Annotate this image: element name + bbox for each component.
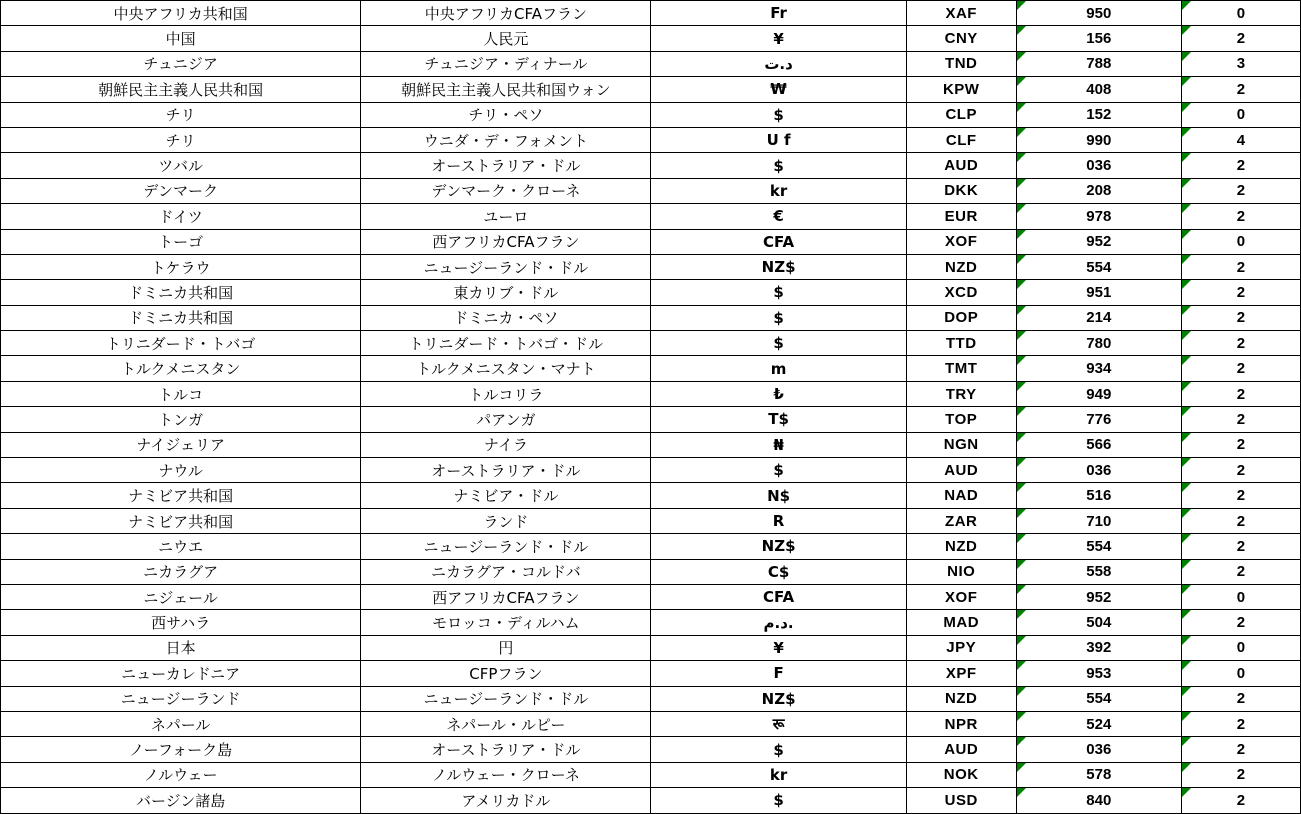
cell-country[interactable]: チリ xyxy=(1,102,361,127)
cell-symbol[interactable]: ₺ xyxy=(651,381,906,406)
cell-symbol[interactable]: R xyxy=(651,508,906,533)
cell-num[interactable]: 036 xyxy=(1016,458,1181,483)
cell-code[interactable]: XOF xyxy=(906,584,1016,609)
table-row xyxy=(1,127,1301,152)
cell-code[interactable]: USD xyxy=(906,788,1016,813)
cell-currency[interactable]: ノルウェー・クローネ xyxy=(361,762,651,787)
table-row xyxy=(1,534,1301,559)
cell-currency[interactable]: デンマーク・クローネ xyxy=(361,178,651,203)
cell-currency[interactable]: パアンガ xyxy=(361,407,651,432)
cell-code[interactable]: NZD xyxy=(906,534,1016,559)
cell-digits[interactable]: 2 xyxy=(1181,407,1300,432)
cell-country[interactable]: ニカラグア xyxy=(1,559,361,584)
cell-currency[interactable]: 人民元 xyxy=(361,26,651,51)
cell-code[interactable]: NOK xyxy=(906,762,1016,787)
table-row xyxy=(1,280,1301,305)
cell-symbol[interactable]: $ xyxy=(651,102,906,127)
cell-code[interactable]: CNY xyxy=(906,26,1016,51)
cell-code[interactable]: AUD xyxy=(906,153,1016,178)
cell-digits[interactable]: 2 xyxy=(1181,204,1300,229)
cell-country[interactable]: 日本 xyxy=(1,635,361,660)
cell-currency[interactable]: ニカラグア・コルドバ xyxy=(361,559,651,584)
cell-code[interactable]: AUD xyxy=(906,737,1016,762)
cell-country[interactable]: チリ xyxy=(1,127,361,152)
cell-num[interactable]: 152 xyxy=(1016,102,1181,127)
cell-currency[interactable]: 中央アフリカCFAフラン xyxy=(361,1,651,26)
cell-symbol[interactable]: ₦ xyxy=(651,432,906,457)
cell-currency[interactable]: CFPフラン xyxy=(361,661,651,686)
cell-country[interactable]: ドミニカ共和国 xyxy=(1,305,361,330)
cell-num[interactable]: 990 xyxy=(1016,127,1181,152)
table-row xyxy=(1,356,1301,381)
table-row xyxy=(1,508,1301,533)
table-row xyxy=(1,737,1301,762)
table-row xyxy=(1,254,1301,279)
cell-country[interactable]: ニウエ xyxy=(1,534,361,559)
cell-code[interactable]: NIO xyxy=(906,559,1016,584)
cell-currency[interactable]: トルコリラ xyxy=(361,381,651,406)
cell-currency[interactable]: チリ・ペソ xyxy=(361,102,651,127)
cell-code[interactable]: ZAR xyxy=(906,508,1016,533)
cell-num[interactable]: 953 xyxy=(1016,661,1181,686)
cell-currency[interactable]: ウニダ・デ・フォメント xyxy=(361,127,651,152)
cell-code[interactable]: CLP xyxy=(906,102,1016,127)
cell-symbol[interactable]: kr xyxy=(651,762,906,787)
table-row xyxy=(1,178,1301,203)
table-row xyxy=(1,26,1301,51)
cell-country[interactable]: デンマーク xyxy=(1,178,361,203)
cell-code[interactable]: XCD xyxy=(906,280,1016,305)
cell-country[interactable]: ネパール xyxy=(1,711,361,736)
cell-country[interactable]: トンガ xyxy=(1,407,361,432)
cell-num[interactable]: 776 xyxy=(1016,407,1181,432)
cell-symbol[interactable]: $ xyxy=(651,458,906,483)
cell-symbol[interactable]: m xyxy=(651,356,906,381)
cell-currency[interactable]: アメリカドル xyxy=(361,788,651,813)
cell-symbol[interactable]: $ xyxy=(651,788,906,813)
cell-symbol[interactable]: $ xyxy=(651,305,906,330)
table-row xyxy=(1,229,1301,254)
cell-country[interactable]: ニジェール xyxy=(1,584,361,609)
cell-currency[interactable]: トリニダード・トバゴ・ドル xyxy=(361,331,651,356)
cell-currency[interactable]: オーストラリア・ドル xyxy=(361,737,651,762)
cell-currency[interactable]: 西アフリカCFAフラン xyxy=(361,229,651,254)
cell-currency[interactable]: ニュージーランド・ドル xyxy=(361,254,651,279)
cell-digits[interactable]: 2 xyxy=(1181,254,1300,279)
table-row xyxy=(1,153,1301,178)
cell-currency[interactable]: ドミニカ・ペソ xyxy=(361,305,651,330)
cell-currency[interactable]: オーストラリア・ドル xyxy=(361,458,651,483)
cell-digits[interactable]: 2 xyxy=(1181,610,1300,635)
cell-country[interactable]: 朝鮮民主主義人民共和国 xyxy=(1,77,361,102)
cell-country[interactable]: トリニダード・トバゴ xyxy=(1,331,361,356)
cell-code[interactable]: XOF xyxy=(906,229,1016,254)
cell-num[interactable]: 952 xyxy=(1016,229,1181,254)
table-row xyxy=(1,483,1301,508)
cell-symbol[interactable]: ¥ xyxy=(651,635,906,660)
cell-num[interactable]: 780 xyxy=(1016,331,1181,356)
cell-symbol[interactable]: CFA xyxy=(651,584,906,609)
cell-currency[interactable]: ナイラ xyxy=(361,432,651,457)
cell-code[interactable]: TMT xyxy=(906,356,1016,381)
cell-symbol[interactable]: kr xyxy=(651,178,906,203)
cell-symbol[interactable]: Fr xyxy=(651,1,906,26)
cell-digits[interactable]: 0 xyxy=(1181,229,1300,254)
cell-code[interactable]: DOP xyxy=(906,305,1016,330)
cell-symbol[interactable]: F xyxy=(651,661,906,686)
cell-currency[interactable]: ネパール・ルピー xyxy=(361,711,651,736)
table-row xyxy=(1,610,1301,635)
cell-num[interactable]: 566 xyxy=(1016,432,1181,457)
cell-digits[interactable]: 2 xyxy=(1181,280,1300,305)
cell-code[interactable]: XAF xyxy=(906,1,1016,26)
cell-symbol[interactable]: T$ xyxy=(651,407,906,432)
cell-digits[interactable]: 2 xyxy=(1181,737,1300,762)
cell-symbol[interactable]: N$ xyxy=(651,483,906,508)
cell-digits[interactable]: 0 xyxy=(1181,661,1300,686)
cell-currency[interactable]: 朝鮮民主主義人民共和国ウォン xyxy=(361,77,651,102)
cell-digits[interactable]: 0 xyxy=(1181,102,1300,127)
cell-country[interactable]: 中央アフリカ共和国 xyxy=(1,1,361,26)
cell-num[interactable]: 951 xyxy=(1016,280,1181,305)
table-row xyxy=(1,458,1301,483)
cell-digits[interactable]: 2 xyxy=(1181,153,1300,178)
cell-country[interactable]: トーゴ xyxy=(1,229,361,254)
cell-digits[interactable]: 2 xyxy=(1181,305,1300,330)
cell-country[interactable]: トケラウ xyxy=(1,254,361,279)
cell-digits[interactable]: 0 xyxy=(1181,635,1300,660)
cell-symbol[interactable]: ¥ xyxy=(651,26,906,51)
cell-country[interactable]: チュニジア xyxy=(1,51,361,76)
cell-num[interactable]: 949 xyxy=(1016,381,1181,406)
cell-digits[interactable]: 0 xyxy=(1181,1,1300,26)
cell-country[interactable]: ナイジェリア xyxy=(1,432,361,457)
cell-digits[interactable]: 2 xyxy=(1181,381,1300,406)
cell-currency[interactable]: ランド xyxy=(361,508,651,533)
cell-currency[interactable]: ニュージーランド・ドル xyxy=(361,534,651,559)
cell-currency[interactable]: ナミビア・ドル xyxy=(361,483,651,508)
cell-num[interactable]: 978 xyxy=(1016,204,1181,229)
cell-code[interactable]: NGN xyxy=(906,432,1016,457)
cell-digits[interactable]: 2 xyxy=(1181,26,1300,51)
cell-symbol[interactable]: NZ$ xyxy=(651,254,906,279)
table-row xyxy=(1,584,1301,609)
cell-currency[interactable]: ニュージーランド・ドル xyxy=(361,686,651,711)
table-row xyxy=(1,77,1301,102)
cell-country[interactable]: ナウル xyxy=(1,458,361,483)
table-row xyxy=(1,204,1301,229)
table-row xyxy=(1,381,1301,406)
cell-num[interactable]: 578 xyxy=(1016,762,1181,787)
cell-currency[interactable]: モロッコ・ディルハム xyxy=(361,610,651,635)
cell-digits[interactable]: 2 xyxy=(1181,534,1300,559)
cell-num[interactable]: 516 xyxy=(1016,483,1181,508)
cell-code[interactable]: KPW xyxy=(906,77,1016,102)
cell-digits[interactable]: 3 xyxy=(1181,51,1300,76)
cell-symbol[interactable]: C$ xyxy=(651,559,906,584)
cell-code[interactable]: DKK xyxy=(906,178,1016,203)
cell-code[interactable]: NAD xyxy=(906,483,1016,508)
cell-digits[interactable]: 2 xyxy=(1181,356,1300,381)
cell-digits[interactable]: 2 xyxy=(1181,508,1300,533)
cell-digits[interactable]: 2 xyxy=(1181,559,1300,584)
cell-digits[interactable]: 2 xyxy=(1181,331,1300,356)
cell-symbol[interactable]: ₩ xyxy=(651,77,906,102)
cell-num[interactable]: 952 xyxy=(1016,584,1181,609)
table-row xyxy=(1,686,1301,711)
cell-currency[interactable]: ユーロ xyxy=(361,204,651,229)
table-row xyxy=(1,331,1301,356)
cell-num[interactable]: 788 xyxy=(1016,51,1181,76)
cell-code[interactable]: MAD xyxy=(906,610,1016,635)
cell-digits[interactable]: 2 xyxy=(1181,458,1300,483)
table-row xyxy=(1,305,1301,330)
cell-num[interactable]: 036 xyxy=(1016,737,1181,762)
cell-code[interactable]: CLF xyxy=(906,127,1016,152)
cell-country[interactable]: ドイツ xyxy=(1,204,361,229)
cell-symbol[interactable]: $ xyxy=(651,331,906,356)
table-row xyxy=(1,1,1301,26)
cell-code[interactable]: TND xyxy=(906,51,1016,76)
cell-currency[interactable]: 円 xyxy=(361,635,651,660)
cell-num[interactable]: 710 xyxy=(1016,508,1181,533)
cell-currency[interactable]: トルクメニスタン・マナト xyxy=(361,356,651,381)
cell-code[interactable]: NPR xyxy=(906,711,1016,736)
table-row xyxy=(1,559,1301,584)
cell-num[interactable]: 840 xyxy=(1016,788,1181,813)
cell-symbol[interactable]: रू xyxy=(651,711,906,736)
cell-country[interactable]: ニューカレドニア xyxy=(1,661,361,686)
cell-digits[interactable]: 4 xyxy=(1181,127,1300,152)
cell-country[interactable]: ドミニカ共和国 xyxy=(1,280,361,305)
cell-country[interactable]: ノルウェー xyxy=(1,762,361,787)
cell-code[interactable]: AUD xyxy=(906,458,1016,483)
cell-symbol[interactable]: U f xyxy=(651,127,906,152)
cell-symbol[interactable]: NZ$ xyxy=(651,534,906,559)
cell-currency[interactable]: チュニジア・ディナール xyxy=(361,51,651,76)
cell-symbol[interactable]: د.ت xyxy=(651,51,906,76)
cell-currency[interactable]: 西アフリカCFAフラン xyxy=(361,584,651,609)
cell-num[interactable]: 408 xyxy=(1016,77,1181,102)
table-row xyxy=(1,407,1301,432)
cell-symbol[interactable]: CFA xyxy=(651,229,906,254)
cell-digits[interactable]: 2 xyxy=(1181,762,1300,787)
cell-num[interactable]: 392 xyxy=(1016,635,1181,660)
cell-symbol[interactable]: $ xyxy=(651,280,906,305)
cell-country[interactable]: トルコ xyxy=(1,381,361,406)
table-row xyxy=(1,51,1301,76)
table-row xyxy=(1,661,1301,686)
cell-country[interactable]: 西サハラ xyxy=(1,610,361,635)
cell-digits[interactable]: 2 xyxy=(1181,432,1300,457)
cell-code[interactable]: JPY xyxy=(906,635,1016,660)
cell-digits[interactable]: 2 xyxy=(1181,686,1300,711)
cell-country[interactable]: ニュージーランド xyxy=(1,686,361,711)
cell-num[interactable]: 504 xyxy=(1016,610,1181,635)
cell-country[interactable]: トルクメニスタン xyxy=(1,356,361,381)
cell-digits[interactable]: 0 xyxy=(1181,584,1300,609)
cell-num[interactable]: 524 xyxy=(1016,711,1181,736)
cell-symbol[interactable]: € xyxy=(651,204,906,229)
cell-code[interactable]: TTD xyxy=(906,331,1016,356)
cell-digits[interactable]: 2 xyxy=(1181,711,1300,736)
cell-country[interactable]: 中国 xyxy=(1,26,361,51)
table-row xyxy=(1,711,1301,736)
cell-country[interactable]: ツバル xyxy=(1,153,361,178)
table-row xyxy=(1,762,1301,787)
cell-num[interactable]: 214 xyxy=(1016,305,1181,330)
cell-code[interactable]: NZD xyxy=(906,686,1016,711)
table-row xyxy=(1,635,1301,660)
cell-code[interactable]: NZD xyxy=(906,254,1016,279)
cell-code[interactable]: TRY xyxy=(906,381,1016,406)
table-row xyxy=(1,788,1301,813)
cell-num[interactable]: 558 xyxy=(1016,559,1181,584)
cell-digits[interactable]: 2 xyxy=(1181,788,1300,813)
cell-num[interactable]: 156 xyxy=(1016,26,1181,51)
cell-digits[interactable]: 2 xyxy=(1181,483,1300,508)
table-row xyxy=(1,432,1301,457)
cell-country[interactable]: ノーフォーク島 xyxy=(1,737,361,762)
cell-symbol[interactable]: $ xyxy=(651,737,906,762)
cell-digits[interactable]: 2 xyxy=(1181,178,1300,203)
cell-country[interactable]: バージン諸島 xyxy=(1,788,361,813)
cell-num[interactable]: 036 xyxy=(1016,153,1181,178)
cell-num[interactable]: 934 xyxy=(1016,356,1181,381)
cell-currency[interactable]: オーストラリア・ドル xyxy=(361,153,651,178)
cell-country[interactable]: ナミビア共和国 xyxy=(1,483,361,508)
cell-symbol[interactable]: د.م. xyxy=(651,610,906,635)
cell-currency[interactable]: 東カリブ・ドル xyxy=(361,280,651,305)
cell-code[interactable]: XPF xyxy=(906,661,1016,686)
table-row xyxy=(1,102,1301,127)
cell-num[interactable]: 950 xyxy=(1016,1,1181,26)
cell-digits[interactable]: 2 xyxy=(1181,77,1300,102)
cell-num[interactable]: 208 xyxy=(1016,178,1181,203)
cell-num[interactable]: 554 xyxy=(1016,254,1181,279)
cell-code[interactable]: TOP xyxy=(906,407,1016,432)
cell-code[interactable]: EUR xyxy=(906,204,1016,229)
cell-country[interactable]: ナミビア共和国 xyxy=(1,508,361,533)
cell-symbol[interactable]: NZ$ xyxy=(651,686,906,711)
cell-symbol[interactable]: $ xyxy=(651,153,906,178)
cell-num[interactable]: 554 xyxy=(1016,686,1181,711)
cell-num[interactable]: 554 xyxy=(1016,534,1181,559)
